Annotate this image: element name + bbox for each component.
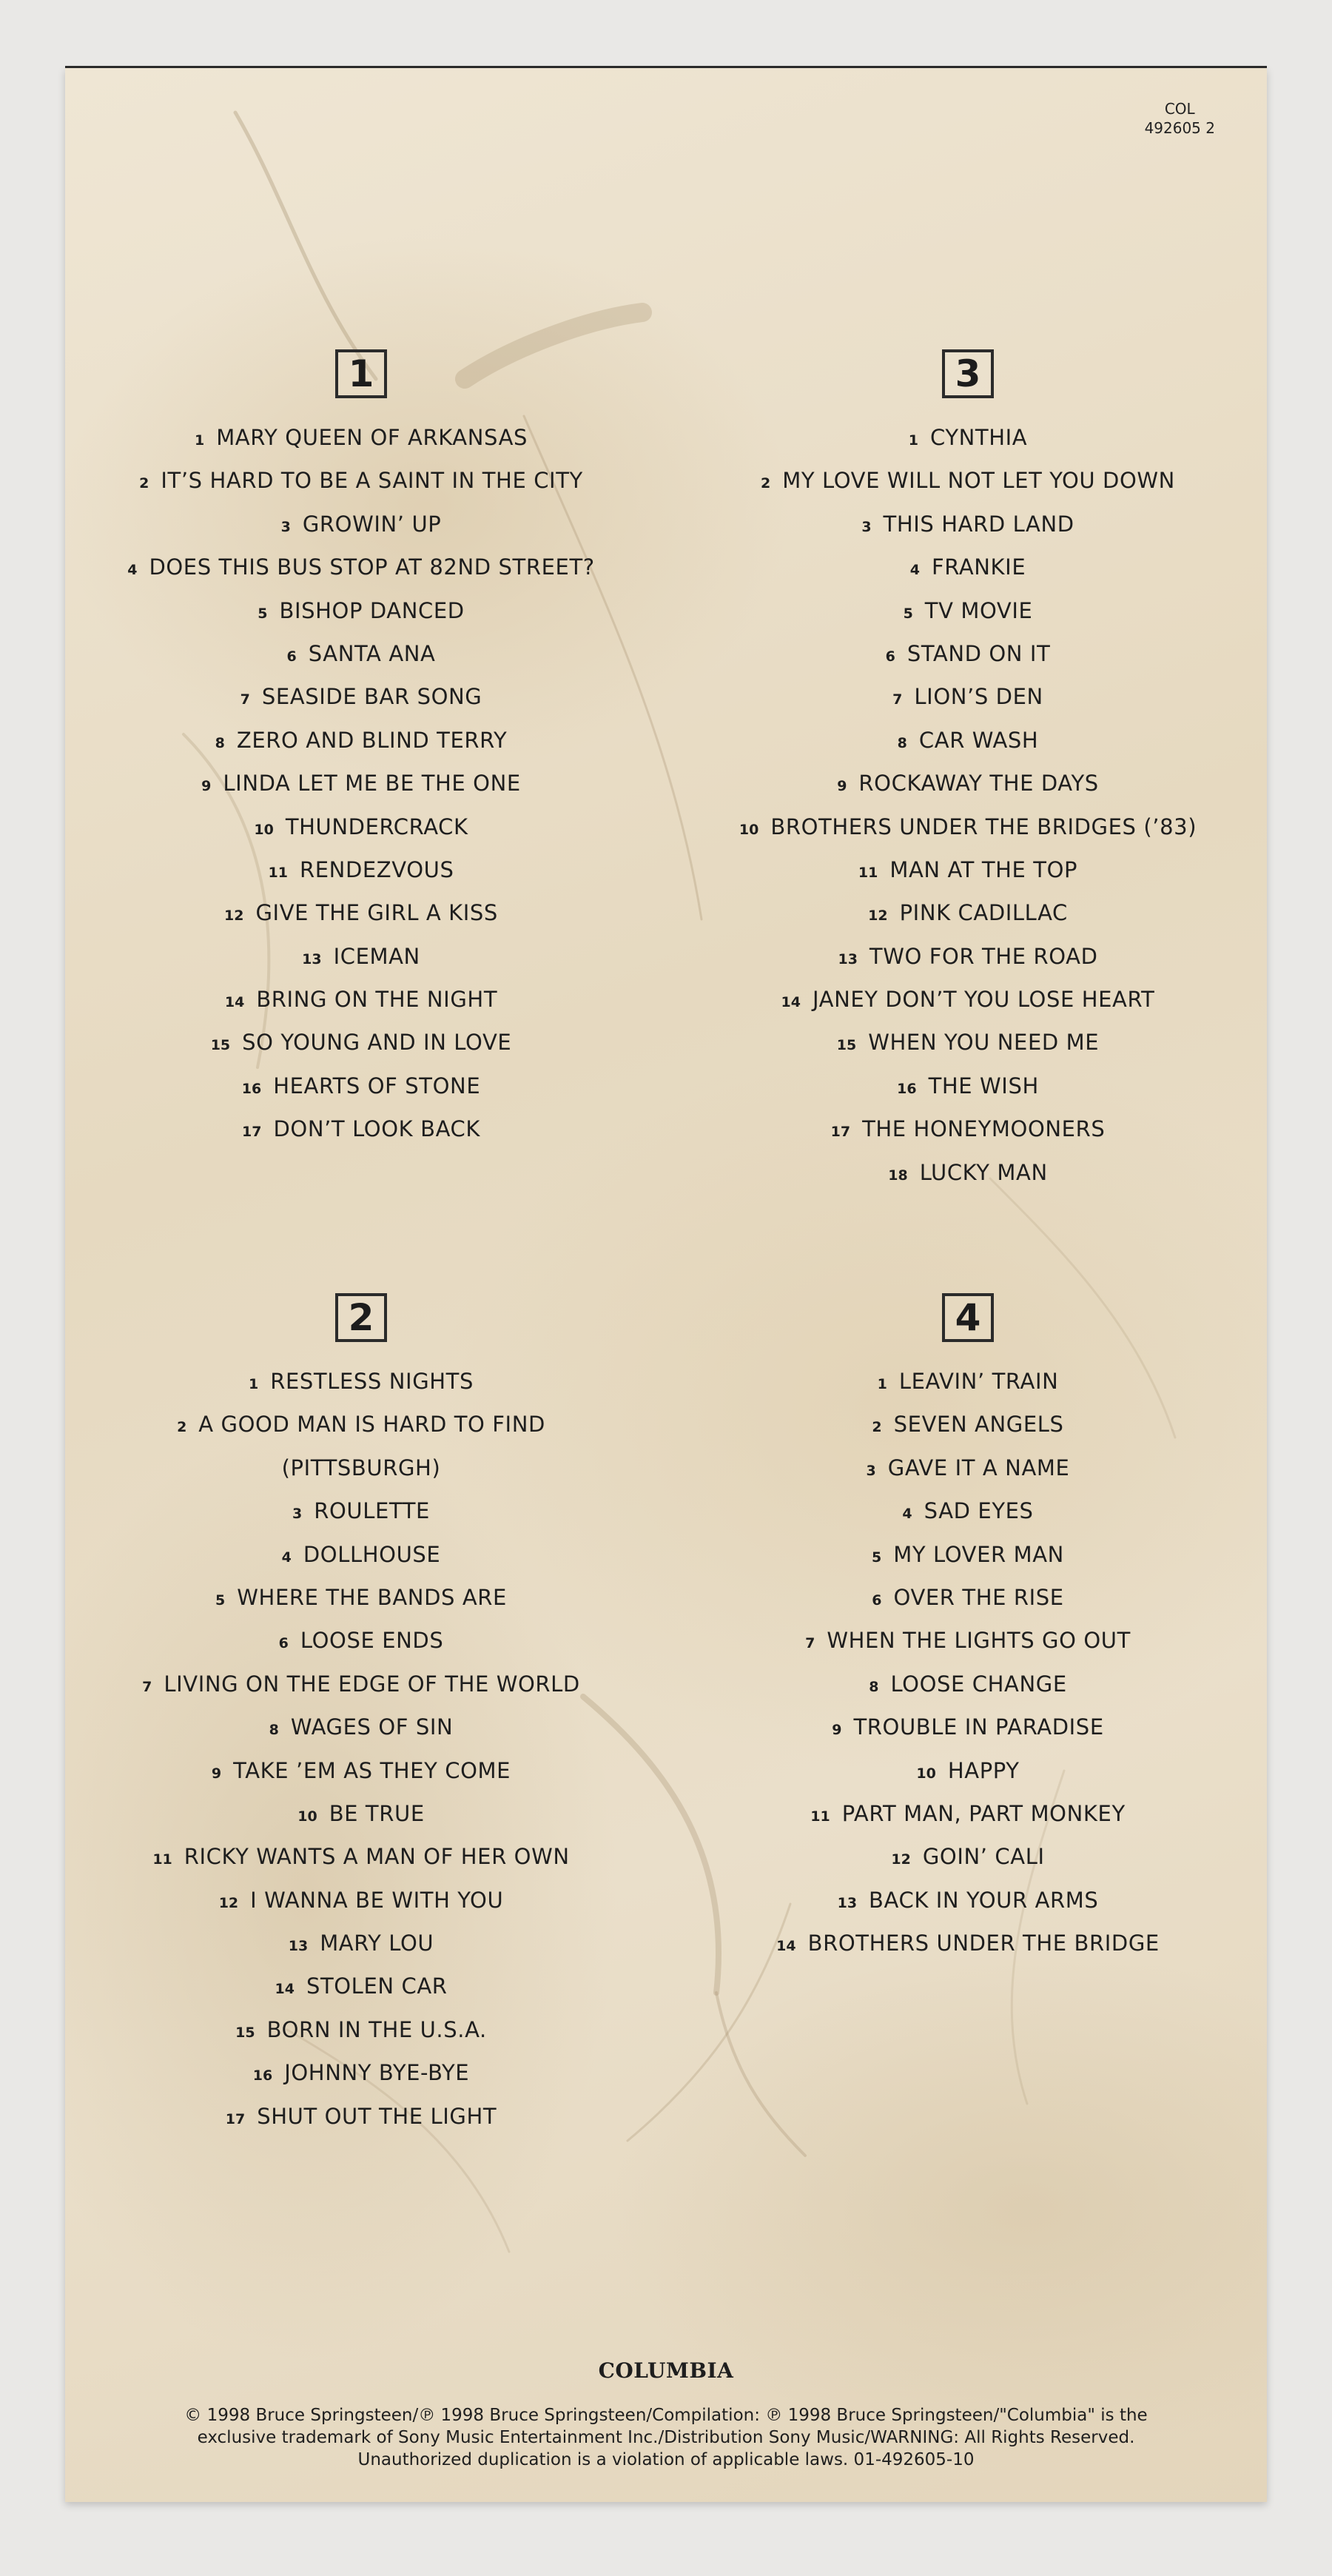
track-item bbox=[672, 1835, 1264, 1878]
track-item bbox=[672, 459, 1264, 502]
track-title: FRANKIE bbox=[931, 554, 1026, 580]
track-item bbox=[65, 1360, 657, 1403]
track-number: 12 bbox=[224, 908, 244, 925]
track-item bbox=[672, 805, 1264, 848]
track-number: 12 bbox=[891, 1851, 911, 1868]
track-item bbox=[672, 1619, 1264, 1662]
track-title: STAND ON IT bbox=[906, 640, 1051, 666]
track-item bbox=[65, 1663, 657, 1705]
track-title: LOOSE ENDS bbox=[300, 1628, 444, 1654]
track-list bbox=[672, 416, 1264, 1194]
track-title: TWO FOR THE ROAD bbox=[869, 943, 1098, 969]
disc-3-tracklist bbox=[672, 349, 1264, 1194]
track-number: 14 bbox=[275, 1981, 295, 1998]
track-item bbox=[65, 675, 657, 718]
track-title: SO YOUNG AND IN LOVE bbox=[242, 1030, 512, 1056]
track-number: 3 bbox=[861, 518, 872, 535]
track-title: PINK CADILLAC bbox=[899, 900, 1068, 926]
track-item bbox=[65, 2051, 657, 2094]
track-item bbox=[65, 1533, 657, 1576]
track-number: 15 bbox=[235, 2024, 255, 2041]
track-number: 15 bbox=[836, 1037, 857, 1054]
track-item bbox=[65, 1792, 657, 1835]
track-item bbox=[65, 891, 657, 934]
track-number: 10 bbox=[297, 1808, 317, 1825]
track-number: 3 bbox=[866, 1462, 876, 1479]
track-item bbox=[65, 1965, 657, 2008]
record-label: COLUMBIA bbox=[598, 2358, 734, 2383]
track-number: 2 bbox=[872, 1419, 882, 1436]
track-number: 7 bbox=[240, 691, 250, 708]
track-title: GOIN’ CALI bbox=[922, 1844, 1045, 1870]
track-title: DON’T LOOK BACK bbox=[273, 1116, 480, 1142]
track-title: BE TRUE bbox=[329, 1800, 425, 1826]
track-title: LEAVIN’ TRAIN bbox=[898, 1369, 1059, 1394]
track-number: 1 bbox=[249, 1376, 259, 1392]
track-number: 9 bbox=[211, 1765, 222, 1782]
track-number: 1 bbox=[877, 1376, 887, 1392]
track-item bbox=[65, 935, 657, 978]
track-item bbox=[65, 805, 657, 848]
track-title: TAKE ’EM AS THEY COME bbox=[233, 1757, 511, 1783]
track-item bbox=[65, 1021, 657, 1064]
track-title: A GOOD MAN IS HARD TO FIND bbox=[198, 1412, 545, 1438]
track-title: WHERE THE BANDS ARE bbox=[237, 1584, 507, 1610]
track-item bbox=[672, 546, 1264, 588]
track-title: HAPPY bbox=[947, 1757, 1020, 1783]
track-title: WHEN THE LIGHTS GO OUT bbox=[827, 1628, 1131, 1654]
track-title: THIS HARD LAND bbox=[883, 511, 1074, 537]
track-number: 6 bbox=[885, 648, 895, 665]
track-number: 11 bbox=[810, 1808, 830, 1825]
disc-number-badge: 3 bbox=[942, 349, 994, 398]
track-title: TROUBLE IN PARADISE bbox=[853, 1714, 1104, 1740]
track-number: 1 bbox=[194, 432, 205, 449]
track-title: BROTHERS UNDER THE BRIDGE bbox=[807, 1931, 1160, 1956]
track-item bbox=[672, 675, 1264, 718]
track-number: 13 bbox=[302, 950, 322, 967]
track-number: 5 bbox=[258, 605, 268, 622]
track-item bbox=[672, 1705, 1264, 1748]
track-number: 10 bbox=[254, 821, 274, 838]
track-item bbox=[672, 1792, 1264, 1835]
track-item bbox=[65, 503, 657, 546]
track-item bbox=[65, 1576, 657, 1619]
disc-number-badge: 1 bbox=[335, 349, 387, 398]
track-number: 4 bbox=[909, 562, 920, 579]
track-number: 2 bbox=[139, 475, 149, 492]
track-list bbox=[65, 416, 657, 1151]
track-number: 5 bbox=[872, 1549, 882, 1566]
track-title: HEARTS OF STONE bbox=[273, 1073, 481, 1099]
track-item bbox=[65, 978, 657, 1021]
track-list bbox=[65, 1360, 657, 2138]
track-number: 12 bbox=[868, 908, 888, 925]
legal-line: Unauthorized duplication is a violation of applicable laws. 01-492605-10 bbox=[357, 2450, 975, 2469]
track-title: PART MAN, PART MONKEY bbox=[841, 1800, 1126, 1826]
track-number: 11 bbox=[268, 864, 288, 881]
track-item bbox=[65, 416, 657, 459]
track-item bbox=[672, 589, 1264, 632]
track-title: ICEMAN bbox=[333, 943, 420, 969]
track-item bbox=[65, 1835, 657, 1878]
track-item bbox=[65, 632, 657, 675]
track-title: THE HONEYMOONERS bbox=[862, 1116, 1106, 1142]
legal-line: exclusive trademark of Sony Music Entertainment Inc./Distribution Sony Music/WARNING: All Rights Reserved. bbox=[197, 2428, 1135, 2447]
disc-2-tracklist bbox=[65, 1293, 657, 2138]
track-number: 17 bbox=[830, 1124, 851, 1141]
track-title: STOLEN CAR bbox=[306, 1973, 448, 1999]
track-item bbox=[65, 589, 657, 632]
track-title: MARY LOU bbox=[320, 1931, 434, 1956]
track-number: 6 bbox=[872, 1591, 882, 1609]
legal-line: © 1998 Bruce Springsteen/℗ 1998 Bruce Springsteen/Compilation: ℗ 1998 Bruce Springsteen/"Columbia" is the bbox=[184, 2406, 1148, 2425]
track-number: 10 bbox=[739, 821, 759, 838]
track-title: SANTA ANA bbox=[308, 640, 436, 666]
track-number: 4 bbox=[902, 1506, 912, 1523]
track-title: DOES THIS BUS STOP AT 82ND STREET? bbox=[149, 554, 595, 580]
track-title: GIVE THE GIRL A KISS bbox=[255, 900, 498, 926]
track-number: 4 bbox=[281, 1549, 292, 1566]
track-list bbox=[672, 1360, 1264, 1965]
track-title: TV MOVIE bbox=[924, 597, 1033, 623]
track-title: ZERO AND BLIND TERRY bbox=[236, 727, 508, 753]
track-title: THE WISH bbox=[928, 1073, 1039, 1099]
track-item bbox=[65, 1446, 657, 1489]
track-title: LION’S DEN bbox=[914, 684, 1043, 710]
track-title: JANEY DON’T YOU LOSE HEART bbox=[813, 987, 1155, 1013]
track-number: 4 bbox=[127, 562, 138, 579]
track-number: 5 bbox=[903, 605, 913, 622]
track-item bbox=[65, 1489, 657, 1532]
track-number: 16 bbox=[241, 1080, 262, 1097]
track-item bbox=[672, 1663, 1264, 1705]
track-number: 2 bbox=[761, 475, 771, 492]
track-title: MY LOVER MAN bbox=[893, 1541, 1064, 1567]
track-title: I WANNA BE WITH YOU bbox=[250, 1887, 504, 1913]
track-item bbox=[65, 1879, 657, 1922]
track-number: 10 bbox=[916, 1765, 936, 1782]
track-title: BORN IN THE U.S.A. bbox=[266, 2016, 487, 2042]
track-number: 14 bbox=[781, 994, 801, 1011]
track-title: WAGES OF SIN bbox=[290, 1714, 454, 1740]
track-item bbox=[672, 1403, 1264, 1446]
track-number: 8 bbox=[897, 734, 907, 751]
track-title: GROWIN’ UP bbox=[302, 511, 442, 537]
track-item bbox=[672, 1533, 1264, 1576]
liner-back-cover bbox=[65, 68, 1267, 2502]
track-item bbox=[672, 1749, 1264, 1792]
disc-4-tracklist bbox=[672, 1293, 1264, 1965]
track-title: SHUT OUT THE LIGHT bbox=[257, 2103, 497, 2129]
track-item bbox=[65, 719, 657, 762]
catalog-code: 492605 2 bbox=[1144, 119, 1215, 137]
track-item bbox=[65, 1619, 657, 1662]
track-number: 8 bbox=[869, 1678, 879, 1695]
track-number: 12 bbox=[218, 1894, 239, 1911]
track-item bbox=[672, 719, 1264, 762]
track-item bbox=[65, 1705, 657, 1748]
track-item bbox=[65, 1107, 657, 1150]
track-number: 14 bbox=[776, 1938, 796, 1955]
track-item bbox=[65, 1403, 657, 1446]
track-item bbox=[672, 1489, 1264, 1532]
disc-number-badge: 4 bbox=[942, 1293, 994, 1342]
track-number: 15 bbox=[210, 1037, 231, 1054]
track-title: WHEN YOU NEED ME bbox=[868, 1030, 1100, 1056]
track-title: THUNDERCRACK bbox=[285, 814, 468, 839]
track-title: GAVE IT A NAME bbox=[887, 1455, 1070, 1480]
track-item bbox=[672, 848, 1264, 891]
track-title: CYNTHIA bbox=[929, 425, 1028, 450]
track-number: 6 bbox=[278, 1635, 289, 1652]
track-title: RESTLESS NIGHTS bbox=[270, 1369, 474, 1394]
track-item bbox=[672, 632, 1264, 675]
track-title: ROULETTE bbox=[314, 1498, 430, 1524]
track-item bbox=[672, 416, 1264, 459]
track-number: 5 bbox=[215, 1591, 226, 1609]
track-number: 3 bbox=[292, 1506, 303, 1523]
track-title: MAN AT THE TOP bbox=[889, 856, 1078, 882]
track-item bbox=[672, 762, 1264, 805]
track-item bbox=[65, 459, 657, 502]
track-item bbox=[672, 1021, 1264, 1064]
track-number: 16 bbox=[897, 1080, 917, 1097]
track-number: 18 bbox=[888, 1167, 908, 1184]
track-item bbox=[672, 1151, 1264, 1194]
track-title: MY LOVE WILL NOT LET YOU DOWN bbox=[782, 468, 1175, 494]
track-number: 17 bbox=[225, 2110, 246, 2127]
catalog-prefix: COL bbox=[1164, 100, 1195, 118]
track-title: SEASIDE BAR SONG bbox=[261, 684, 482, 710]
track-number: 9 bbox=[201, 778, 212, 795]
track-title: OVER THE RISE bbox=[893, 1584, 1064, 1610]
track-number: 8 bbox=[215, 734, 225, 751]
track-title: LINDA LET ME BE THE ONE bbox=[223, 771, 521, 796]
disc-number-badge: 2 bbox=[335, 1293, 387, 1342]
track-item bbox=[65, 762, 657, 805]
track-number: 14 bbox=[224, 994, 245, 1011]
track-item bbox=[672, 1879, 1264, 1922]
track-title: SEVEN ANGELS bbox=[893, 1412, 1064, 1438]
track-item bbox=[672, 503, 1264, 546]
track-number: 6 bbox=[286, 648, 297, 665]
track-item bbox=[65, 1922, 657, 1965]
track-number: 11 bbox=[152, 1851, 172, 1868]
track-title: CAR WASH bbox=[918, 727, 1039, 753]
track-item bbox=[65, 2008, 657, 2051]
track-title: RICKY WANTS A MAN OF HER OWN bbox=[184, 1844, 570, 1870]
track-item bbox=[672, 1064, 1264, 1107]
track-item bbox=[65, 1064, 657, 1107]
track-item bbox=[672, 1446, 1264, 1489]
track-title: LUCKY MAN bbox=[919, 1159, 1048, 1185]
track-item bbox=[672, 978, 1264, 1021]
track-title: IT’S HARD TO BE A SAINT IN THE CITY bbox=[161, 468, 583, 494]
track-item bbox=[672, 1107, 1264, 1150]
track-number: 7 bbox=[142, 1678, 152, 1695]
track-number: 3 bbox=[280, 518, 291, 535]
track-item bbox=[672, 935, 1264, 978]
track-title: LIVING ON THE EDGE OF THE WORLD bbox=[164, 1671, 580, 1697]
track-item bbox=[672, 1922, 1264, 1965]
track-item bbox=[65, 546, 657, 588]
track-title: BACK IN YOUR ARMS bbox=[869, 1887, 1099, 1913]
track-item bbox=[65, 2095, 657, 2138]
track-number: 7 bbox=[805, 1635, 815, 1652]
track-title: BROTHERS UNDER THE BRIDGES (’83) bbox=[770, 814, 1197, 839]
track-item bbox=[672, 1360, 1264, 1403]
track-item bbox=[672, 1576, 1264, 1619]
track-number: 16 bbox=[252, 2067, 273, 2084]
track-number: 17 bbox=[242, 1124, 262, 1141]
track-number: 9 bbox=[832, 1722, 842, 1739]
track-title: MARY QUEEN OF ARKANSAS bbox=[216, 425, 528, 450]
track-title: LOOSE CHANGE bbox=[890, 1671, 1067, 1697]
track-title: BRING ON THE NIGHT bbox=[256, 987, 498, 1013]
track-item bbox=[672, 891, 1264, 934]
track-number: 9 bbox=[837, 778, 847, 795]
track-title: BISHOP DANCED bbox=[279, 597, 465, 623]
track-title: SAD EYES bbox=[924, 1498, 1034, 1524]
track-number: 1 bbox=[908, 432, 918, 449]
track-item bbox=[65, 848, 657, 891]
track-item bbox=[65, 1749, 657, 1792]
catalog-number bbox=[1145, 99, 1215, 138]
legal-notice bbox=[65, 2404, 1267, 2471]
disc-1-tracklist bbox=[65, 349, 657, 1151]
track-number: 11 bbox=[858, 864, 878, 881]
track-title: (PITTSBURGH) bbox=[281, 1455, 441, 1480]
track-number: 13 bbox=[838, 950, 858, 967]
track-number: 13 bbox=[288, 1938, 309, 1955]
track-title: JOHNNY BYE-BYE bbox=[284, 2060, 470, 2086]
track-number: 2 bbox=[177, 1419, 187, 1436]
track-number: 7 bbox=[892, 691, 903, 708]
track-number: 8 bbox=[269, 1722, 279, 1739]
track-title: RENDEZVOUS bbox=[299, 856, 454, 882]
track-number: 13 bbox=[837, 1894, 858, 1911]
track-title: ROCKAWAY THE DAYS bbox=[858, 771, 1099, 796]
track-title: DOLLHOUSE bbox=[303, 1541, 441, 1567]
